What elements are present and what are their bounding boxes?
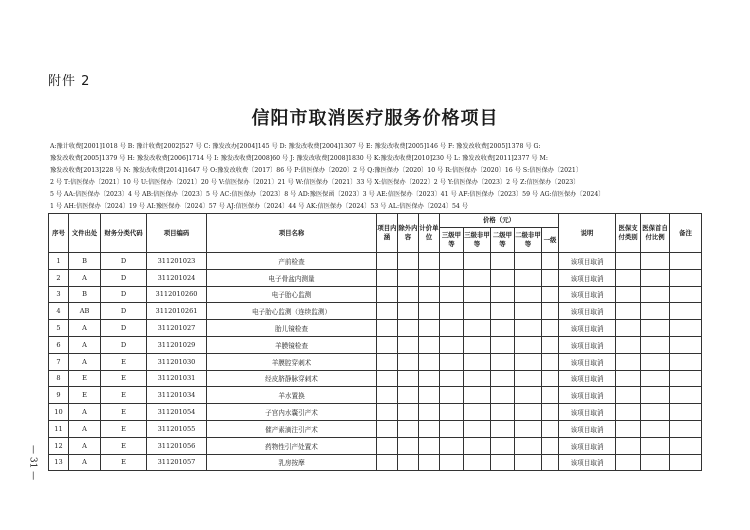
table-row bbox=[49, 320, 702, 337]
cell-item-code: 311201054 bbox=[147, 404, 207, 421]
reference-line: 5 号 AA:信医保办〔2023〕4 号 AB:信医保办〔2023〕5 号 AC:信医保办〔2023〕8 号 AD:豫医保函〔2023〕3 号 AE:信医保办〔2023〕41 号 AF:信医保办〔2023〕59 号 AG:信医保办〔2024〕 bbox=[50, 191, 605, 198]
header-self-pay: 医保首自付比例 bbox=[641, 214, 670, 253]
cell-item-code: 311201034 bbox=[147, 387, 207, 404]
cell-file-source: A bbox=[69, 404, 101, 421]
cell-price bbox=[542, 404, 559, 421]
cell-item-content bbox=[377, 253, 398, 270]
cell-item-name: 羊水置换 bbox=[207, 387, 377, 404]
cell-fin-code: D bbox=[101, 320, 147, 337]
cell-seq: 3 bbox=[49, 286, 69, 303]
table-row bbox=[49, 454, 702, 471]
cell-price bbox=[515, 404, 542, 421]
cell-fin-code: E bbox=[101, 404, 147, 421]
cell-file-source: A bbox=[69, 454, 101, 471]
cell-exclusions bbox=[398, 404, 419, 421]
cell-fin-code: E bbox=[101, 420, 147, 437]
cell-payment-type bbox=[616, 420, 641, 437]
cell-price bbox=[464, 336, 491, 353]
cell-item-code: 311201029 bbox=[147, 336, 207, 353]
cell-exclusions bbox=[398, 437, 419, 454]
cell-price bbox=[440, 454, 464, 471]
cell-price bbox=[542, 353, 559, 370]
cell-desc: 该项目取消 bbox=[559, 404, 616, 421]
cell-file-source: E bbox=[69, 370, 101, 387]
cell-unit bbox=[419, 336, 440, 353]
cell-payment-type bbox=[616, 286, 641, 303]
cell-self-pay bbox=[641, 404, 670, 421]
cell-item-code: 311201055 bbox=[147, 420, 207, 437]
cell-price bbox=[542, 387, 559, 404]
cell-price bbox=[515, 353, 542, 370]
table-row bbox=[49, 336, 702, 353]
page-number bbox=[22, 445, 42, 483]
cell-price bbox=[542, 269, 559, 286]
cell-price bbox=[464, 387, 491, 404]
header-seq: 序号 bbox=[49, 214, 69, 253]
header-payment-type: 医保支付类别 bbox=[616, 214, 641, 253]
table-row bbox=[49, 370, 702, 387]
cell-item-code: 311201057 bbox=[147, 454, 207, 471]
cell-desc: 该项目取消 bbox=[559, 370, 616, 387]
cell-remarks bbox=[670, 269, 702, 286]
cell-remarks bbox=[670, 253, 702, 270]
header-item-content: 项目内涵 bbox=[377, 214, 398, 253]
cell-price bbox=[491, 454, 515, 471]
cell-unit bbox=[419, 303, 440, 320]
cell-self-pay bbox=[641, 387, 670, 404]
cell-price bbox=[491, 370, 515, 387]
cell-item-code: 311201030 bbox=[147, 353, 207, 370]
cell-exclusions bbox=[398, 370, 419, 387]
cell-self-pay bbox=[641, 286, 670, 303]
cell-file-source: B bbox=[69, 253, 101, 270]
cell-self-pay bbox=[641, 437, 670, 454]
cell-self-pay bbox=[641, 454, 670, 471]
cell-price bbox=[491, 286, 515, 303]
cell-remarks bbox=[670, 303, 702, 320]
cell-item-code: 311201024 bbox=[147, 269, 207, 286]
cell-item-code: 3112010261 bbox=[147, 303, 207, 320]
cell-item-name: 产前检查 bbox=[207, 253, 377, 270]
cell-price bbox=[440, 370, 464, 387]
cell-price bbox=[464, 320, 491, 337]
cell-price bbox=[491, 387, 515, 404]
cell-remarks bbox=[670, 353, 702, 370]
cell-price bbox=[542, 336, 559, 353]
cell-price bbox=[515, 320, 542, 337]
cell-self-pay bbox=[641, 320, 670, 337]
cell-price bbox=[440, 269, 464, 286]
table-row bbox=[49, 303, 702, 320]
cell-desc: 该项目取消 bbox=[559, 454, 616, 471]
cell-price bbox=[440, 404, 464, 421]
cell-price bbox=[464, 404, 491, 421]
cell-file-source: A bbox=[69, 437, 101, 454]
cell-seq: 4 bbox=[49, 303, 69, 320]
header-item-name: 项目名称 bbox=[207, 214, 377, 253]
cell-price bbox=[542, 286, 559, 303]
cell-price bbox=[491, 253, 515, 270]
cell-seq: 6 bbox=[49, 336, 69, 353]
cell-price bbox=[440, 336, 464, 353]
cell-desc: 该项目取消 bbox=[559, 286, 616, 303]
cell-fin-code: E bbox=[101, 387, 147, 404]
reference-line: 2 号 T:信医保办〔2021〕10 号 U:信医保办〔2021〕20 号 V:信医保办〔2021〕21 号 W:信医保办〔2021〕33 号 X:信医保办〔2022〕2 号 Y:信医保办〔2023〕2 号 Z:信医保办〔2023〕 bbox=[50, 179, 580, 186]
cell-item-name: 电子骨盆内测量 bbox=[207, 269, 377, 286]
cell-price bbox=[464, 286, 491, 303]
cell-price bbox=[542, 437, 559, 454]
cell-unit bbox=[419, 269, 440, 286]
cell-price bbox=[440, 353, 464, 370]
cell-seq: 12 bbox=[49, 437, 69, 454]
cell-item-content bbox=[377, 336, 398, 353]
cell-desc: 该项目取消 bbox=[559, 420, 616, 437]
reference-line: 1 号 AH:信医保办〔2024〕19 号 AI:豫医保办〔2024〕57 号 AJ:信医保办〔2024〕44 号 AK:信医保办〔2024〕53 号 AL:信医保办〔2024〕54 号 bbox=[50, 203, 468, 210]
cell-price bbox=[515, 387, 542, 404]
cell-price bbox=[515, 253, 542, 270]
cell-seq: 8 bbox=[49, 370, 69, 387]
header-fin-code: 财务分类代码 bbox=[101, 214, 147, 253]
cell-price bbox=[491, 437, 515, 454]
cell-remarks bbox=[670, 370, 702, 387]
cell-fin-code: E bbox=[101, 370, 147, 387]
cell-price bbox=[491, 404, 515, 421]
cell-file-source: AB bbox=[69, 303, 101, 320]
header-price-level: 三级甲等 bbox=[440, 228, 464, 253]
cell-fin-code: D bbox=[101, 303, 147, 320]
cell-self-pay bbox=[641, 336, 670, 353]
cell-unit bbox=[419, 353, 440, 370]
cell-price bbox=[515, 286, 542, 303]
cell-seq: 11 bbox=[49, 420, 69, 437]
cell-unit bbox=[419, 420, 440, 437]
cell-item-content bbox=[377, 353, 398, 370]
cell-price bbox=[515, 303, 542, 320]
cell-item-content bbox=[377, 454, 398, 471]
cell-unit bbox=[419, 370, 440, 387]
cell-item-name: 羊膜镜检查 bbox=[207, 336, 377, 353]
reference-line: 豫发改收费[2005]1379 号 H: 豫发改收费[2006]1714 号 I: 豫发改收费[2008]60 号 J: 豫发改收费[2008]1830 号 K:豫发改收费[2010]230 号 L: 豫发改收费[2011]2377 号 M: bbox=[50, 155, 548, 162]
cell-payment-type bbox=[616, 437, 641, 454]
cell-price bbox=[491, 269, 515, 286]
document-title: 信阳市取消医疗服务价格项目 bbox=[251, 108, 499, 129]
cell-price bbox=[440, 387, 464, 404]
cell-remarks bbox=[670, 454, 702, 471]
cell-exclusions bbox=[398, 387, 419, 404]
cell-price bbox=[491, 336, 515, 353]
cell-desc: 该项目取消 bbox=[559, 303, 616, 320]
cell-unit bbox=[419, 404, 440, 421]
cell-item-name: 子宫内水囊引产术 bbox=[207, 404, 377, 421]
cell-item-name: 电子胎心监测 bbox=[207, 286, 377, 303]
table-row bbox=[49, 420, 702, 437]
attachment-label: 附件 2 bbox=[48, 74, 91, 89]
cell-price bbox=[542, 420, 559, 437]
cell-item-content bbox=[377, 320, 398, 337]
cell-price bbox=[464, 370, 491, 387]
cell-item-content bbox=[377, 437, 398, 454]
table-row bbox=[49, 286, 702, 303]
cell-seq: 7 bbox=[49, 353, 69, 370]
cell-unit bbox=[419, 437, 440, 454]
cell-price bbox=[491, 420, 515, 437]
cell-desc: 该项目取消 bbox=[559, 320, 616, 337]
cell-seq: 5 bbox=[49, 320, 69, 337]
cell-exclusions bbox=[398, 353, 419, 370]
cell-price bbox=[515, 437, 542, 454]
cell-fin-code: E bbox=[101, 437, 147, 454]
cell-item-content bbox=[377, 370, 398, 387]
cell-item-code: 311201031 bbox=[147, 370, 207, 387]
cell-price bbox=[542, 253, 559, 270]
cell-exclusions bbox=[398, 269, 419, 286]
cell-price bbox=[440, 437, 464, 454]
cell-self-pay bbox=[641, 370, 670, 387]
cell-payment-type bbox=[616, 253, 641, 270]
cell-item-content bbox=[377, 420, 398, 437]
cell-item-name: 羊膜腔穿刺术 bbox=[207, 353, 377, 370]
cell-file-source: A bbox=[69, 269, 101, 286]
cell-remarks bbox=[670, 420, 702, 437]
cell-desc: 该项目取消 bbox=[559, 353, 616, 370]
cell-exclusions bbox=[398, 303, 419, 320]
cell-remarks bbox=[670, 404, 702, 421]
header-price-level: 二级非甲等 bbox=[515, 228, 542, 253]
cell-remarks bbox=[670, 387, 702, 404]
cell-item-content bbox=[377, 404, 398, 421]
cell-payment-type bbox=[616, 353, 641, 370]
cell-unit bbox=[419, 320, 440, 337]
cell-item-name: 胎儿镜检查 bbox=[207, 320, 377, 337]
cell-desc: 该项目取消 bbox=[559, 336, 616, 353]
cell-item-code: 311201056 bbox=[147, 437, 207, 454]
cell-fin-code: D bbox=[101, 253, 147, 270]
cell-price bbox=[515, 336, 542, 353]
table-row bbox=[49, 353, 702, 370]
cell-item-name: 乳房按摩 bbox=[207, 454, 377, 471]
cell-seq: 9 bbox=[49, 387, 69, 404]
cell-exclusions bbox=[398, 336, 419, 353]
cell-desc: 该项目取消 bbox=[559, 253, 616, 270]
cell-file-source: B bbox=[69, 286, 101, 303]
cell-price bbox=[515, 269, 542, 286]
cell-exclusions bbox=[398, 320, 419, 337]
cell-payment-type bbox=[616, 269, 641, 286]
cell-price bbox=[464, 420, 491, 437]
cell-price bbox=[464, 353, 491, 370]
table-row bbox=[49, 437, 702, 454]
cell-unit bbox=[419, 387, 440, 404]
cell-price bbox=[440, 286, 464, 303]
cell-remarks bbox=[670, 437, 702, 454]
cell-item-name: 电子胎心监测（连续监测） bbox=[207, 303, 377, 320]
document-references bbox=[50, 141, 710, 213]
cell-fin-code: E bbox=[101, 454, 147, 471]
cell-fin-code: D bbox=[101, 336, 147, 353]
cell-self-pay bbox=[641, 303, 670, 320]
cell-price bbox=[515, 454, 542, 471]
cell-fin-code: D bbox=[101, 286, 147, 303]
cell-exclusions bbox=[398, 454, 419, 471]
cell-item-content bbox=[377, 286, 398, 303]
cell-price bbox=[464, 269, 491, 286]
table-row bbox=[49, 404, 702, 421]
cell-seq: 13 bbox=[49, 454, 69, 471]
cell-price bbox=[491, 303, 515, 320]
cell-price bbox=[464, 437, 491, 454]
cell-desc: 该项目取消 bbox=[559, 269, 616, 286]
cell-unit bbox=[419, 454, 440, 471]
cell-price bbox=[542, 454, 559, 471]
header-price-level: 一级 bbox=[542, 228, 559, 253]
cell-item-content bbox=[377, 269, 398, 286]
cell-price bbox=[464, 253, 491, 270]
cell-self-pay bbox=[641, 353, 670, 370]
cell-remarks bbox=[670, 286, 702, 303]
cell-desc: 该项目取消 bbox=[559, 437, 616, 454]
header-item-code: 项目编码 bbox=[147, 214, 207, 253]
header-price-level: 二级甲等 bbox=[491, 228, 515, 253]
cell-file-source: E bbox=[69, 387, 101, 404]
cell-file-source: A bbox=[69, 320, 101, 337]
cell-price bbox=[542, 370, 559, 387]
header-desc: 说明 bbox=[559, 214, 616, 253]
cell-price bbox=[464, 303, 491, 320]
cell-price bbox=[440, 253, 464, 270]
cell-fin-code: E bbox=[101, 353, 147, 370]
header-price-level: 三级非甲等 bbox=[464, 228, 491, 253]
cell-price bbox=[440, 303, 464, 320]
cell-file-source: A bbox=[69, 336, 101, 353]
cell-item-code: 3112010260 bbox=[147, 286, 207, 303]
cell-payment-type bbox=[616, 387, 641, 404]
cell-payment-type bbox=[616, 454, 641, 471]
cell-file-source: A bbox=[69, 420, 101, 437]
cell-remarks bbox=[670, 336, 702, 353]
cell-fin-code: D bbox=[101, 269, 147, 286]
cell-item-content bbox=[377, 303, 398, 320]
cell-item-code: 311201027 bbox=[147, 320, 207, 337]
cell-item-name: 催产素滴注引产术 bbox=[207, 420, 377, 437]
cell-price bbox=[440, 320, 464, 337]
cell-unit bbox=[419, 253, 440, 270]
cell-seq: 1 bbox=[49, 253, 69, 270]
cell-price bbox=[440, 420, 464, 437]
cell-exclusions bbox=[398, 286, 419, 303]
cell-price bbox=[515, 370, 542, 387]
cell-item-code: 311201023 bbox=[147, 253, 207, 270]
header-unit: 计价单位 bbox=[419, 214, 440, 253]
cell-price bbox=[464, 454, 491, 471]
cell-item-name: 经皮脐静脉穿刺术 bbox=[207, 370, 377, 387]
cell-payment-type bbox=[616, 320, 641, 337]
cell-remarks bbox=[670, 320, 702, 337]
cell-item-name: 药物性引产处置术 bbox=[207, 437, 377, 454]
cell-unit bbox=[419, 286, 440, 303]
cell-price bbox=[491, 353, 515, 370]
cell-price bbox=[515, 420, 542, 437]
cell-file-source: A bbox=[69, 353, 101, 370]
cell-self-pay bbox=[641, 269, 670, 286]
cell-self-pay bbox=[641, 420, 670, 437]
reference-line: 豫发改收费[2013]228 号 N: 豫发改收费[2014]1647 号 O:豫发改收费〔2017〕86 号 P:信医保办〔2020〕2 号 Q:豫医保办〔2020〕10 号 R:信医保办〔2020〕16 号 S:信医保办〔2021〕 bbox=[50, 167, 583, 174]
cell-exclusions bbox=[398, 253, 419, 270]
cell-payment-type bbox=[616, 404, 641, 421]
cell-seq: 2 bbox=[49, 269, 69, 286]
table-row bbox=[49, 387, 702, 404]
cell-payment-type bbox=[616, 303, 641, 320]
cell-desc: 该项目取消 bbox=[559, 387, 616, 404]
cell-item-content bbox=[377, 387, 398, 404]
header-remarks: 备注 bbox=[670, 214, 702, 253]
cell-price bbox=[542, 303, 559, 320]
header-exclusions: 除外内容 bbox=[398, 214, 419, 253]
cell-seq: 10 bbox=[49, 404, 69, 421]
cell-exclusions bbox=[398, 420, 419, 437]
cell-price bbox=[542, 320, 559, 337]
cell-payment-type bbox=[616, 370, 641, 387]
table-row bbox=[49, 269, 702, 286]
price-item-table bbox=[48, 213, 702, 471]
header-file-source: 文件出处 bbox=[69, 214, 101, 253]
table-row bbox=[49, 253, 702, 270]
page-number-text: — 31 — bbox=[27, 445, 38, 481]
header-price: 价格（元） bbox=[440, 214, 559, 228]
reference-line: A:豫计收费[2001]1018 号 B: 豫计收费[2002]527 号 C: 豫发改办[2004]145 号 D: 豫发改收费[2004]1307 号 E: 豫发改收费[2005]146 号 F: 豫发改收费[2005]1378 号 G: bbox=[50, 143, 541, 150]
cell-price bbox=[491, 320, 515, 337]
cell-payment-type bbox=[616, 336, 641, 353]
cell-self-pay bbox=[641, 253, 670, 270]
